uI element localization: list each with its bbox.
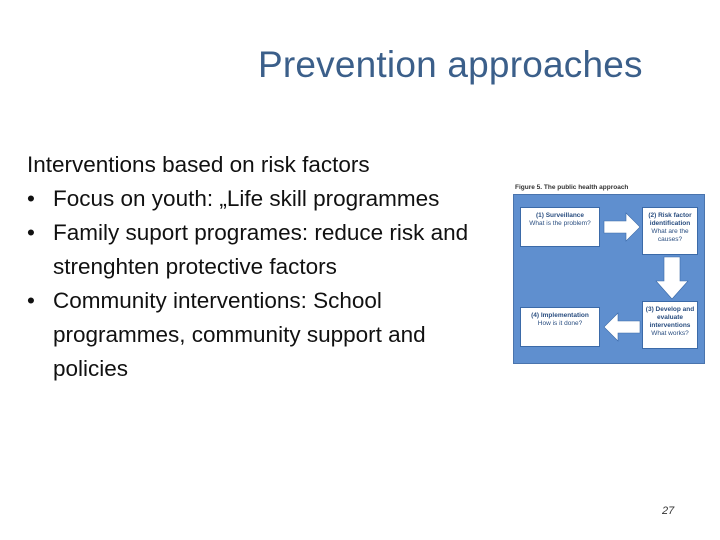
arrow-down-icon [656,257,688,299]
bullet-item [27,216,497,284]
figure-caption: Figure 5. The public health approach [515,184,629,191]
figure-box-develop: (3) Develop and evaluate interventions What works? [642,301,698,349]
arrow-left-icon [604,313,640,341]
bullet-icon: • [27,220,35,245]
bullet-text: Focus on youth: „Life skill programmes [53,186,440,211]
bullet-item [27,284,497,386]
slide-title: Prevention approaches [258,44,643,85]
bullet-icon: • [27,288,35,313]
figure-box-risk-factor: (2) Risk factor identification What are the causes? [642,207,698,255]
figure-box-surveillance: (1) Surveillance What is the problem? [520,207,600,247]
public-health-figure [513,184,703,362]
lead-text: Interventions based on risk factors [27,152,370,177]
figure-frame [513,194,705,364]
bullet-icon: • [27,186,35,211]
arrow-right-icon [604,213,640,241]
figure-box-implementation: (4) Implementation How is it done? [520,307,600,347]
page-number: 27 [662,505,675,517]
bullet-list [27,182,497,386]
bullet-text: Family suport programes: reduce risk and strenghten protective factors [53,220,469,279]
slide-body [27,148,497,386]
bullet-text: Community interventions: School programmes, community support and policies [53,288,426,381]
bullet-item [27,182,497,216]
